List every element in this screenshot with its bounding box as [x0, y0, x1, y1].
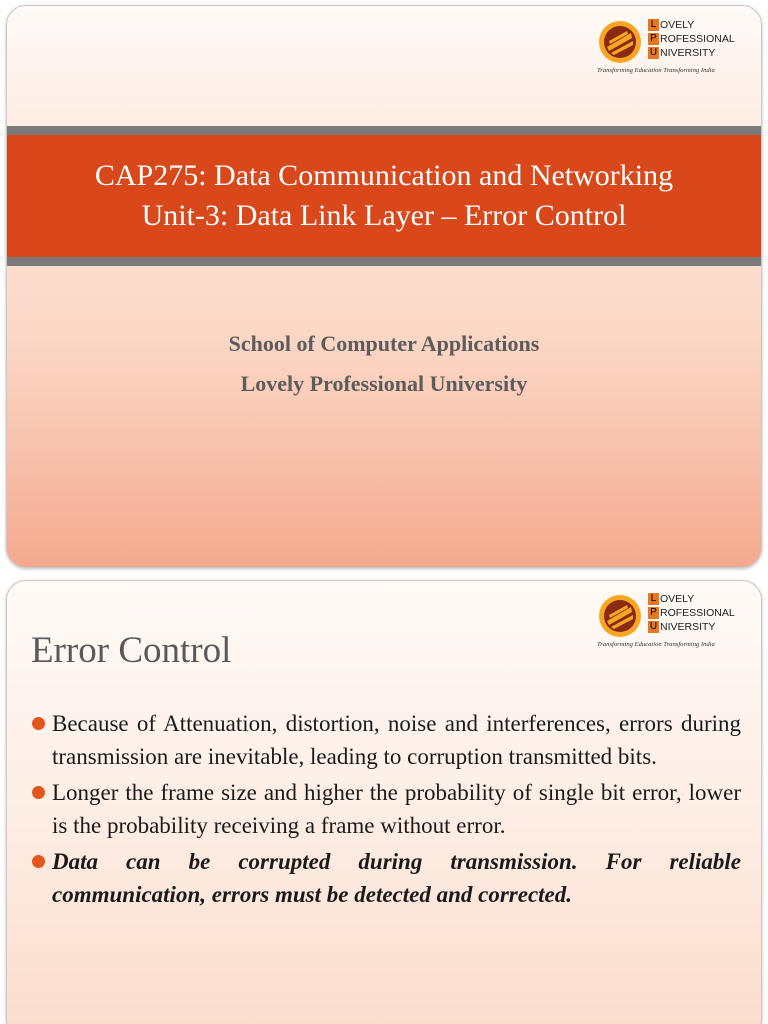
logo-tagline: Transforming Education Transforming India [597, 67, 715, 74]
banner-top-edge [7, 126, 761, 135]
logo-word-lovely: OVELY [660, 18, 695, 31]
lpu-emblem-icon [597, 593, 643, 639]
bullet-text: Data can be corrupted during transmission. For reliable communication, errors must be detected and corrected. [52, 849, 741, 907]
bullet-dot-icon [32, 786, 45, 799]
logo-word-lovely: OVELY [660, 592, 695, 605]
title-banner [7, 126, 761, 266]
logo-word-university: NIVERSITY [660, 46, 716, 59]
logo-letter-u: U [649, 620, 658, 632]
bullet-text: Because of Attenuation, distortion, noise and interferences, errors during transmission are inevitable, leading to corruption transmitted bits. [52, 711, 741, 769]
university-logo [597, 15, 741, 77]
logo-word-professional: ROFESSIONAL [660, 32, 735, 45]
school-name: School of Computer Applications [228, 331, 540, 356]
title-slide [6, 5, 762, 568]
bullet-item-emphasized [31, 845, 741, 911]
university-name: Lovely Professional University [240, 371, 528, 396]
bullet-list [31, 707, 741, 914]
course-title: CAP275: Data Communication and Networking [94, 159, 674, 192]
bullet-dot-icon [32, 855, 45, 868]
lpu-emblem-icon [597, 19, 643, 65]
unit-title: Unit-3: Data Link Layer – Error Control [141, 199, 627, 232]
logo-letter-p: P [648, 607, 659, 619]
content-slide [6, 580, 762, 1024]
logo-letter-p: P [648, 33, 659, 45]
logo-letter-l: L [648, 19, 659, 31]
logo-letter-l: L [648, 593, 659, 605]
banner-bottom-edge [7, 257, 761, 266]
university-logo [597, 589, 741, 651]
logo-word-university: NIVERSITY [660, 620, 716, 633]
logo-letter-u: U [649, 46, 658, 58]
bullet-item [31, 776, 741, 842]
logo-word-professional: ROFESSIONAL [660, 606, 735, 619]
bullet-dot-icon [32, 717, 45, 730]
logo-tagline: Transforming Education Transforming India [597, 641, 715, 648]
slide-heading: Error Control [31, 630, 232, 671]
bullet-item [31, 707, 741, 773]
banner-body [7, 135, 761, 257]
bullet-text: Longer the frame size and higher the probability of single bit error, lower is the probability receiving a frame without error. [52, 780, 741, 838]
subtitle-block [7, 324, 761, 404]
